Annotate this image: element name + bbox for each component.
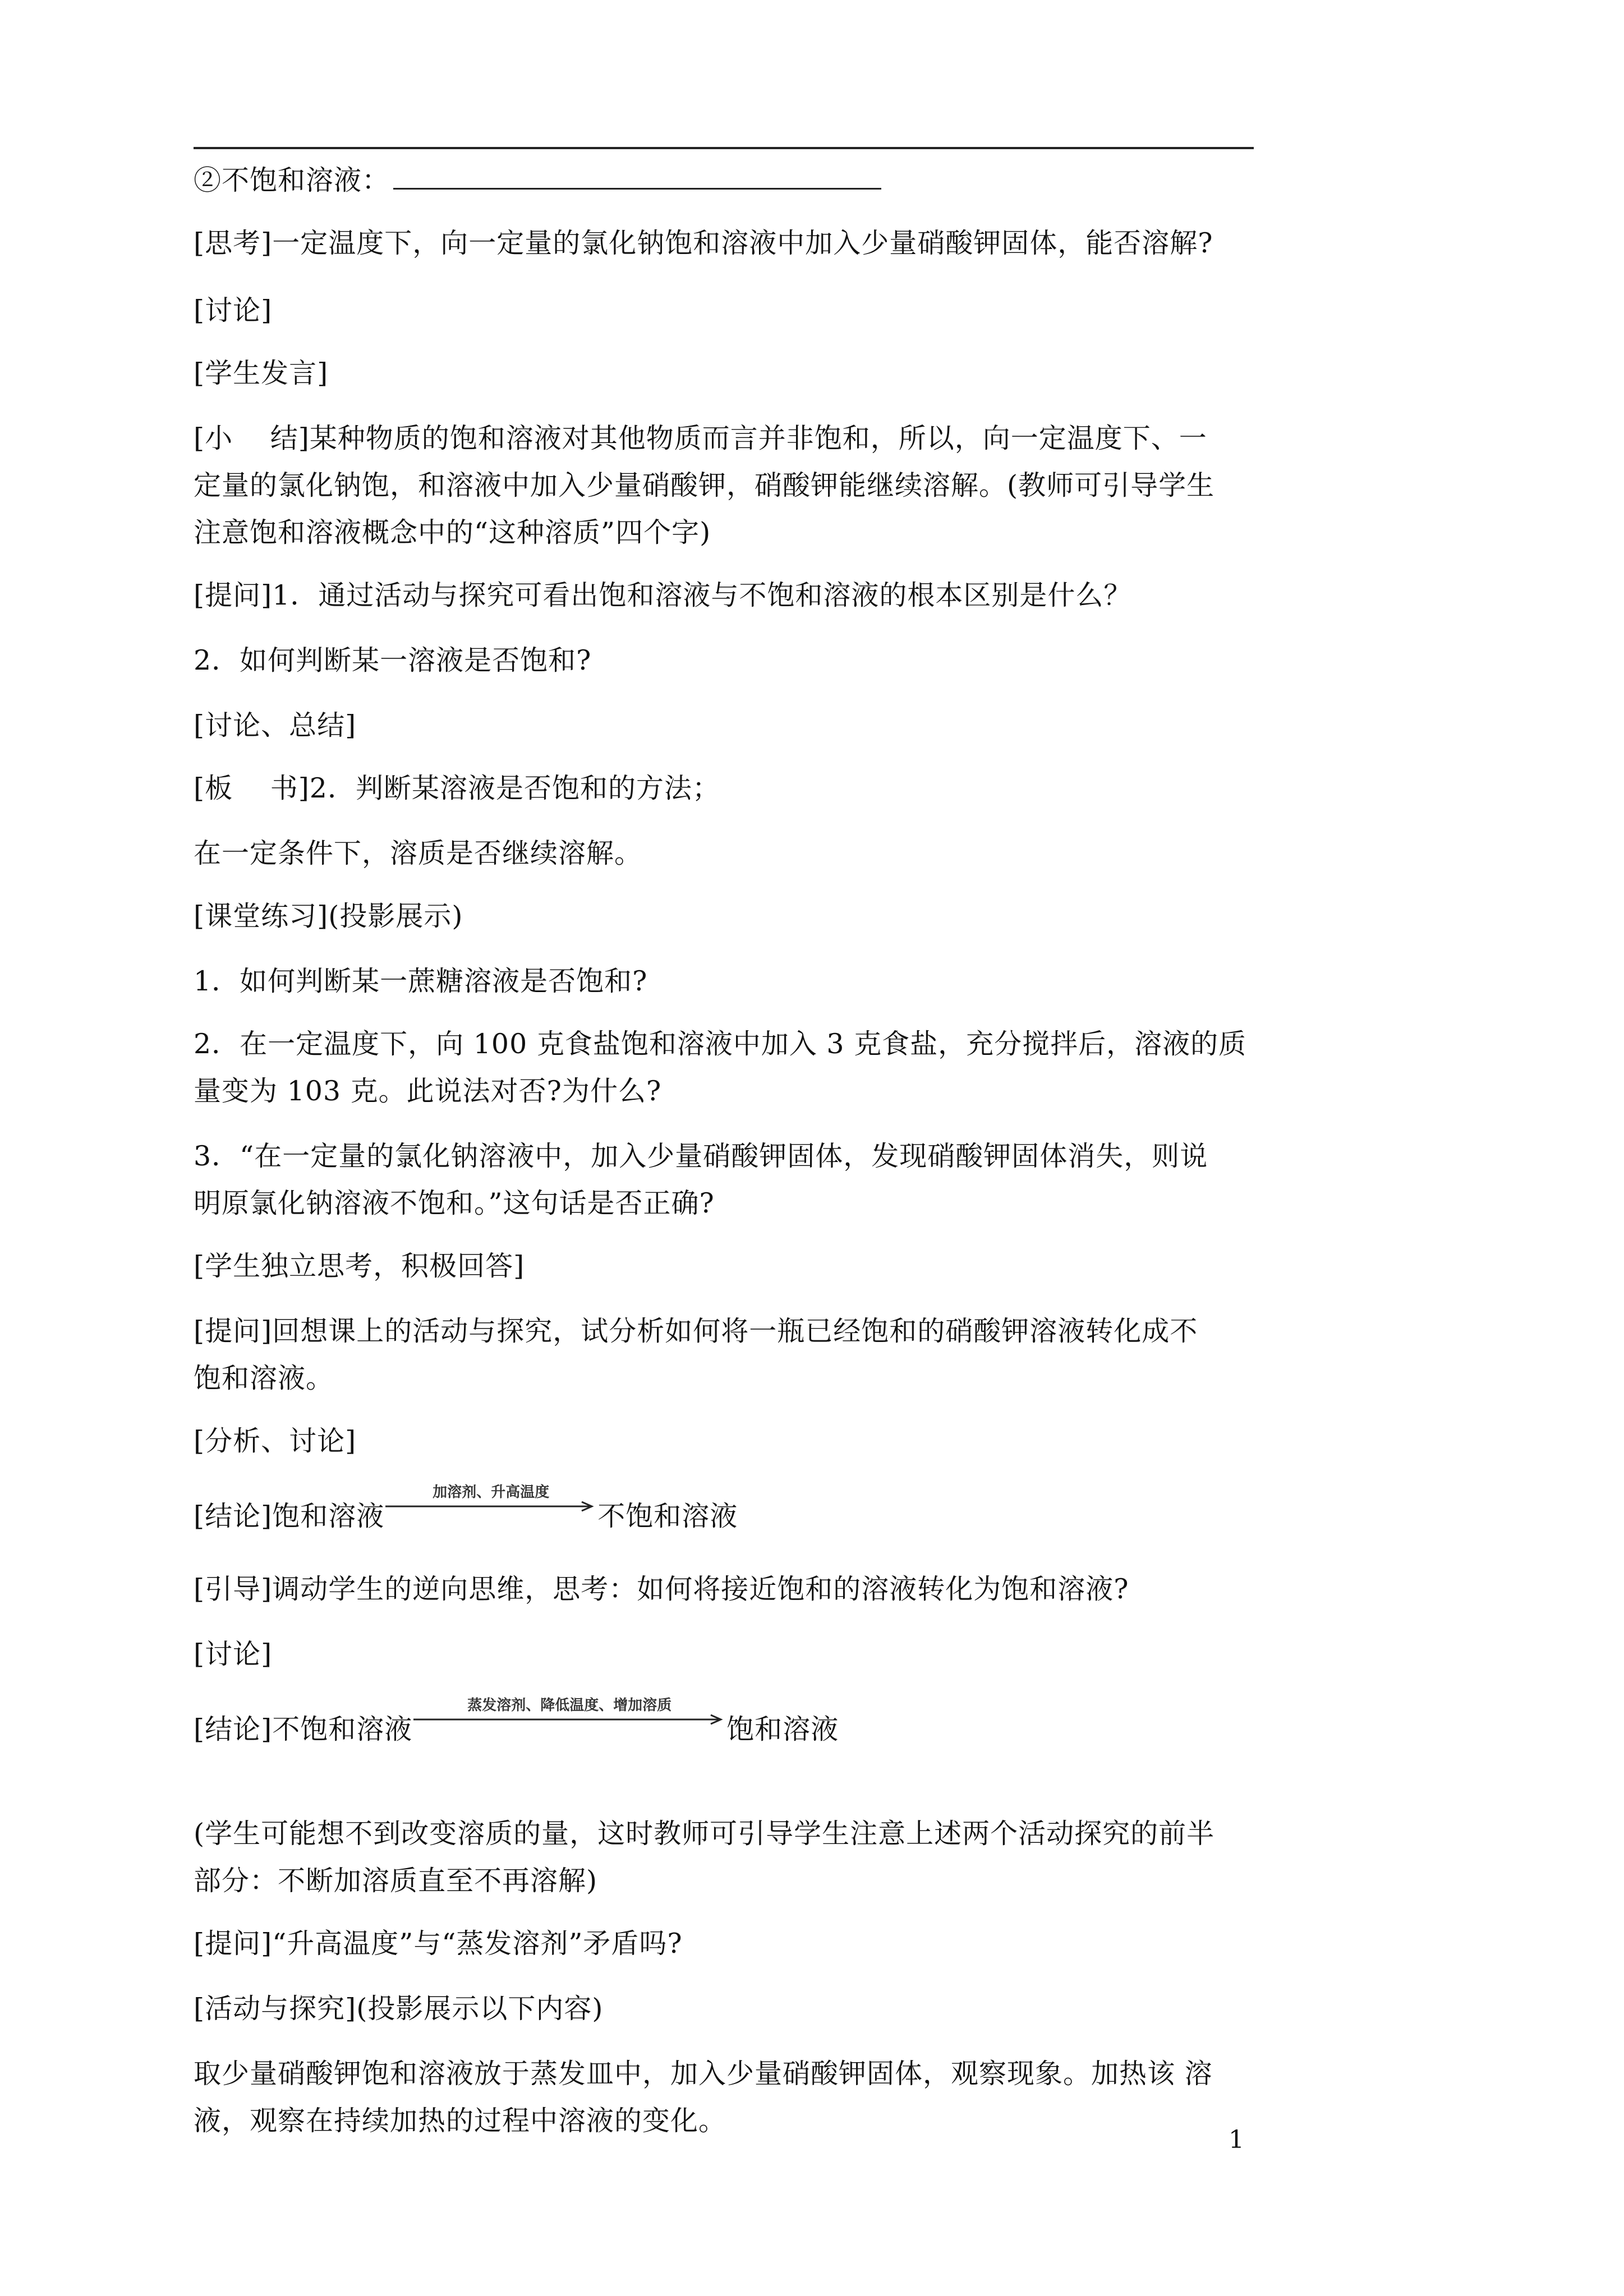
text-line: [分析、讨论] xyxy=(194,1425,357,1457)
conclusion2-suffix: 饱和溶液 xyxy=(726,1713,839,1745)
text-line: 2．如何判断某一溶液是否饱和? xyxy=(194,644,592,676)
conclusion1-prefix: [结论]饱和溶液 xyxy=(194,1500,385,1532)
text-line: [学生独立思考，积极回答] xyxy=(194,1250,525,1282)
text-line: 3．“在一定量的氯化钠溶液中，加入少量硝酸钾固体，发现硝酸钾固体消失，则说 xyxy=(194,1140,1208,1172)
unsaturated-label: ②不饱和溶液： xyxy=(194,164,390,196)
header-rule xyxy=(194,147,1254,149)
text-line: 饱和溶液。 xyxy=(194,1362,334,1394)
reaction-arrow xyxy=(384,1484,597,1525)
unsaturated-definition-line xyxy=(194,157,881,204)
text-line: [提问]回想课上的活动与探究，试分析如何将一瓶已经饱和的硝酸钾溶液转化成不 xyxy=(194,1315,1198,1347)
text-line: [讨论] xyxy=(194,1638,273,1670)
text-line: 定量的氯化钠饱，和溶液中加入少量硝酸钾，硝酸钾能继续溶解。(教师可引导学生 xyxy=(194,469,1215,501)
text-line: 量变为 103 克。此说法对否?为什么? xyxy=(194,1075,662,1107)
text-line: [小 结]某种物质的饱和溶液对其他物质而言并非饱和，所以，向一定温度下、一 xyxy=(194,422,1207,454)
conclusion2-prefix: [结论]不饱和溶液 xyxy=(194,1713,413,1745)
text-line: [课堂练习](投影展示) xyxy=(194,900,463,932)
text-line: 注意饱和溶液概念中的“这种溶质”四个字) xyxy=(194,517,711,548)
arrow-icon xyxy=(412,1713,726,1726)
text-line: 部分：不断加溶质直至不再溶解) xyxy=(194,1865,598,1897)
text-line: 1．如何判断某一蔗糖溶液是否饱和? xyxy=(194,965,648,997)
text-line: 液，观察在持续加热的过程中溶液的变化。 xyxy=(194,2105,727,2137)
text-line: [引导]调动学生的逆向思维，思考：如何将接近饱和的溶液转化为饱和溶液? xyxy=(194,1573,1129,1605)
fill-in-blank xyxy=(393,165,881,190)
text-line: [学生发言] xyxy=(194,357,329,389)
text-line: [思考]一定温度下，向一定量的氯化钠饱和溶液中加入少量硝酸钾固体，能否溶解? xyxy=(194,227,1213,259)
arrow-icon xyxy=(384,1500,597,1513)
text-line: 2．在一定温度下，向 100 克食盐饱和溶液中加入 3 克食盐，充分搅拌后，溶液的质 xyxy=(194,1028,1247,1060)
text-line: 取少量硝酸钾饱和溶液放于蒸发皿中，加入少量硝酸钾固体，观察现象。加热该 溶 xyxy=(194,2058,1213,2090)
text-line: [讨论、总结] xyxy=(194,709,357,741)
conclusion1-suffix: 不饱和溶液 xyxy=(597,1500,738,1532)
text-line: (学生可能想不到改变溶质的量，这时教师可引导学生注意上述两个活动探究的前半 xyxy=(194,1818,1215,1850)
conclusion-saturated-to-unsaturated xyxy=(194,1484,738,1540)
text-line: 在一定条件下，溶质是否继续溶解。 xyxy=(194,837,643,869)
text-line: [讨论] xyxy=(194,294,273,326)
conclusion-unsaturated-to-saturated xyxy=(194,1697,839,1753)
text-line: 明原氯化钠溶液不饱和。”这句话是否正确? xyxy=(194,1187,715,1219)
reaction-arrow xyxy=(412,1697,726,1739)
text-line: [活动与探究](投影展示以下内容) xyxy=(194,1993,604,2025)
arrow-condition: 加溶剂、升高温度 xyxy=(433,1484,550,1501)
text-line: [提问]“升高温度”与“蒸发溶剂”矛盾吗? xyxy=(194,1928,683,1960)
arrow-condition: 蒸发溶剂、降低温度、增加溶质 xyxy=(467,1697,672,1714)
text-line: [板 书]2．判断某溶液是否饱和的方法； xyxy=(194,772,720,804)
page-number: 1 xyxy=(1229,2126,1244,2154)
text-line: [提问]1．通过活动与探究可看出饱和溶液与不饱和溶液的根本区别是什么？ xyxy=(194,579,1132,611)
